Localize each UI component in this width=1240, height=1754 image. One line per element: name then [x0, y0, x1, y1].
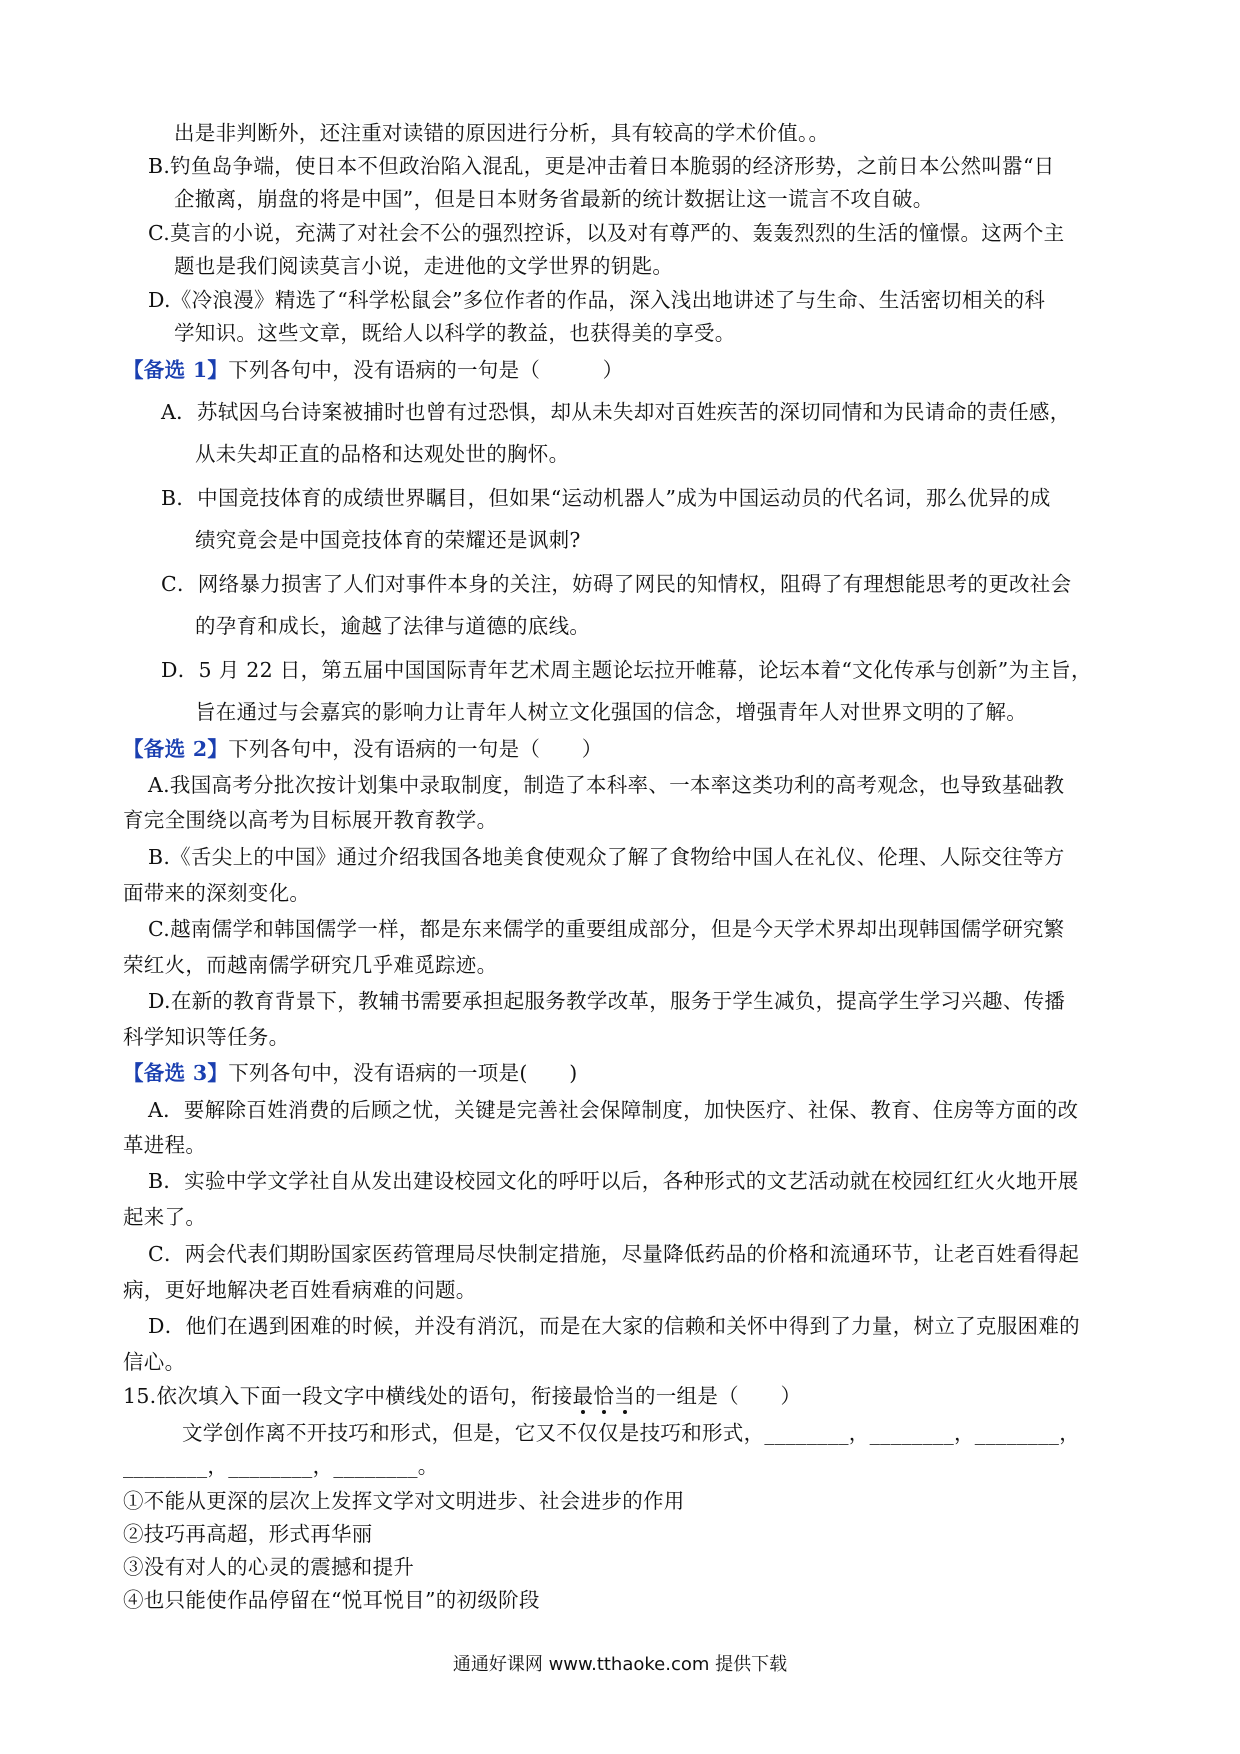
q15-paragraph-line2: ________，________，________。: [123, 1454, 439, 1478]
q15-stem-pre: 15.依次填入下面一段文字中横线处的语句，衔接: [123, 1384, 573, 1408]
bx1-tag: 【备选 1】: [123, 358, 229, 382]
q14-option-a-continuation: 出是非判断外，还注重对读错的原因进行分析，具有较高的学术价值。。: [174, 121, 830, 145]
bx2-option-c-line2: 荣红火，而越南儒学研究几乎难觅踪迹。: [123, 953, 498, 977]
bx1-option-d-line1: D．5 月 22 日，第五届中国国际青年艺术周主题论坛拉开帷幕，论坛本着“文化传承与创新”为主旨，: [161, 658, 1092, 682]
q14-option-b-line2: 企撤离，崩盘的将是中国”，但是日本财务省最新的统计数据让这一谎言不攻自破。: [174, 187, 934, 211]
q15-choice-3: ③没有对人的心灵的震撼和提升: [123, 1555, 415, 1579]
bx1-option-b-line1: B．中国竞技体育的成绩世界瞩目，但如果“运动机器人”成为中国运动员的代名词，那么优异的成: [161, 486, 1051, 510]
bx1-option-c-line2: 的孕育和成长，逾越了法律与道德的底线。: [195, 614, 591, 638]
bx2-option-a-line2: 育完全围绕以高考为目标展开教育教学。: [123, 808, 498, 832]
q15-choice-2: ②技巧再高超，形式再华丽: [123, 1522, 373, 1546]
bx2-stem: 下列各句中，没有语病的一句是（ ）: [228, 737, 603, 761]
bx2-option-b-line2: 面带来的深刻变化。: [123, 881, 311, 905]
q15-choice-4: ④也只能使作品停留在“悦耳悦目”的初级阶段: [123, 1588, 540, 1612]
q15-paragraph-line1: 文学创作离不开技巧和形式，但是，它又不仅仅是技巧和形式，________，________，________，: [182, 1421, 1080, 1445]
bx3-option-d-line1: D．他们在遇到困难的时候，并没有消沉，而是在大家的信赖和关怀中得到了力量，树立了克服困难的: [148, 1314, 1080, 1338]
bx3-header: [123, 1059, 578, 1087]
q15-stem-emphasis: 最恰当: [572, 1384, 635, 1408]
bx3-option-a-line2: 革进程。: [123, 1133, 207, 1157]
bx3-option-a-line1: A．要解除百姓消费的后顾之忧，关键是完善社会保障制度，加快医疗、社保、教育、住房等方面的改: [148, 1098, 1079, 1122]
bx1-option-a-line1: A．苏轼因乌台诗案被捕时也曾有过恐惧，却从未失却对百姓疾苦的深切同情和为民请命的责任感，: [161, 400, 1071, 424]
bx3-option-d-line2: 信心。: [123, 1350, 186, 1374]
bx1-option-d-line2: 旨在通过与会嘉宾的影响力让青年人树立文化强国的信念，增强青年人对世界文明的了解。: [195, 700, 1027, 724]
bx2-option-d-line1: D.在新的教育背景下，教辅书需要承担起服务教学改革，服务于学生减负，提高学生学习兴趣、传播: [148, 989, 1066, 1013]
bx2-option-b-line1: B.《舌尖上的中国》通过介绍我国各地美食使观众了解了食物给中国人在礼仪、伦理、人际交往等方: [148, 845, 1065, 869]
bx3-option-c-line2: 病，更好地解决老百姓看病难的问题。: [123, 1278, 477, 1302]
bx3-option-b-line2: 起来了。: [123, 1205, 207, 1229]
bx1-option-c-line1: C．网络暴力损害了人们对事件本身的关注，妨碍了网民的知情权，阻碍了有理想能思考的更改社会: [161, 572, 1072, 596]
q15-stem: [123, 1382, 801, 1410]
bx2-option-a-line1: A.我国高考分批次按计划集中录取制度，制造了本科率、一本率这类功利的高考观念，也导致基础教: [148, 773, 1065, 797]
q14-option-d-line1: D.《冷浪漫》精选了“科学松鼠会”多位作者的作品，深入浅出地讲述了与生命、生活密切相关的科: [148, 288, 1046, 312]
page-footer: 通通好课网 www.tthaoke.com 提供下载: [452, 1654, 788, 1675]
bx2-option-d-line2: 科学知识等任务。: [123, 1025, 290, 1049]
bx3-stem: 下列各句中，没有语病的一项是( ): [228, 1061, 578, 1085]
bx3-tag: 【备选 3】: [123, 1061, 229, 1085]
q14-option-d-line2: 学知识。这些文章，既给人以科学的教益，也获得美的享受。: [174, 321, 736, 345]
q14-option-c-line2: 题也是我们阅读莫言小说，走进他的文学世界的钥匙。: [174, 254, 674, 278]
bx3-option-c-line1: C．两会代表们期盼国家医药管理局尽快制定措施，尽量降低药品的价格和流通环节，让老百姓看得起: [148, 1242, 1080, 1266]
bx2-header: [123, 735, 603, 763]
bx1-option-a-line2: 从未失却正直的品格和达观处世的胸怀。: [195, 442, 570, 466]
q14-option-c-line1: C.莫言的小说，充满了对社会不公的强烈控诉，以及对有尊严的、轰轰烈烈的生活的憧憬。这两个主: [148, 221, 1065, 245]
bx1-stem: 下列各句中，没有语病的一句是（ ）: [228, 358, 624, 382]
q15-choice-1: ①不能从更深的层次上发挥文学对文明进步、社会进步的作用: [123, 1489, 685, 1513]
bx2-tag: 【备选 2】: [123, 737, 229, 761]
bx3-option-b-line1: B．实验中学文学社自从发出建设校园文化的呼吁以后，各种形式的文艺活动就在校园红红火火地开展: [148, 1169, 1079, 1193]
bx1-option-b-line2: 绩究竟会是中国竞技体育的荣耀还是讽刺?: [195, 528, 581, 552]
q15-stem-post: 的一组是（ ）: [634, 1384, 802, 1408]
bx1-header: [123, 356, 623, 384]
q14-option-b-line1: B.钓鱼岛争端，使日本不但政治陷入混乱，更是冲击着日本脆弱的经济形势，之前日本公然叫嚣“日: [148, 154, 1055, 178]
bx2-option-c-line1: C.越南儒学和韩国儒学一样，都是东来儒学的重要组成部分，但是今天学术界却出现韩国儒学研究繁: [148, 917, 1065, 941]
